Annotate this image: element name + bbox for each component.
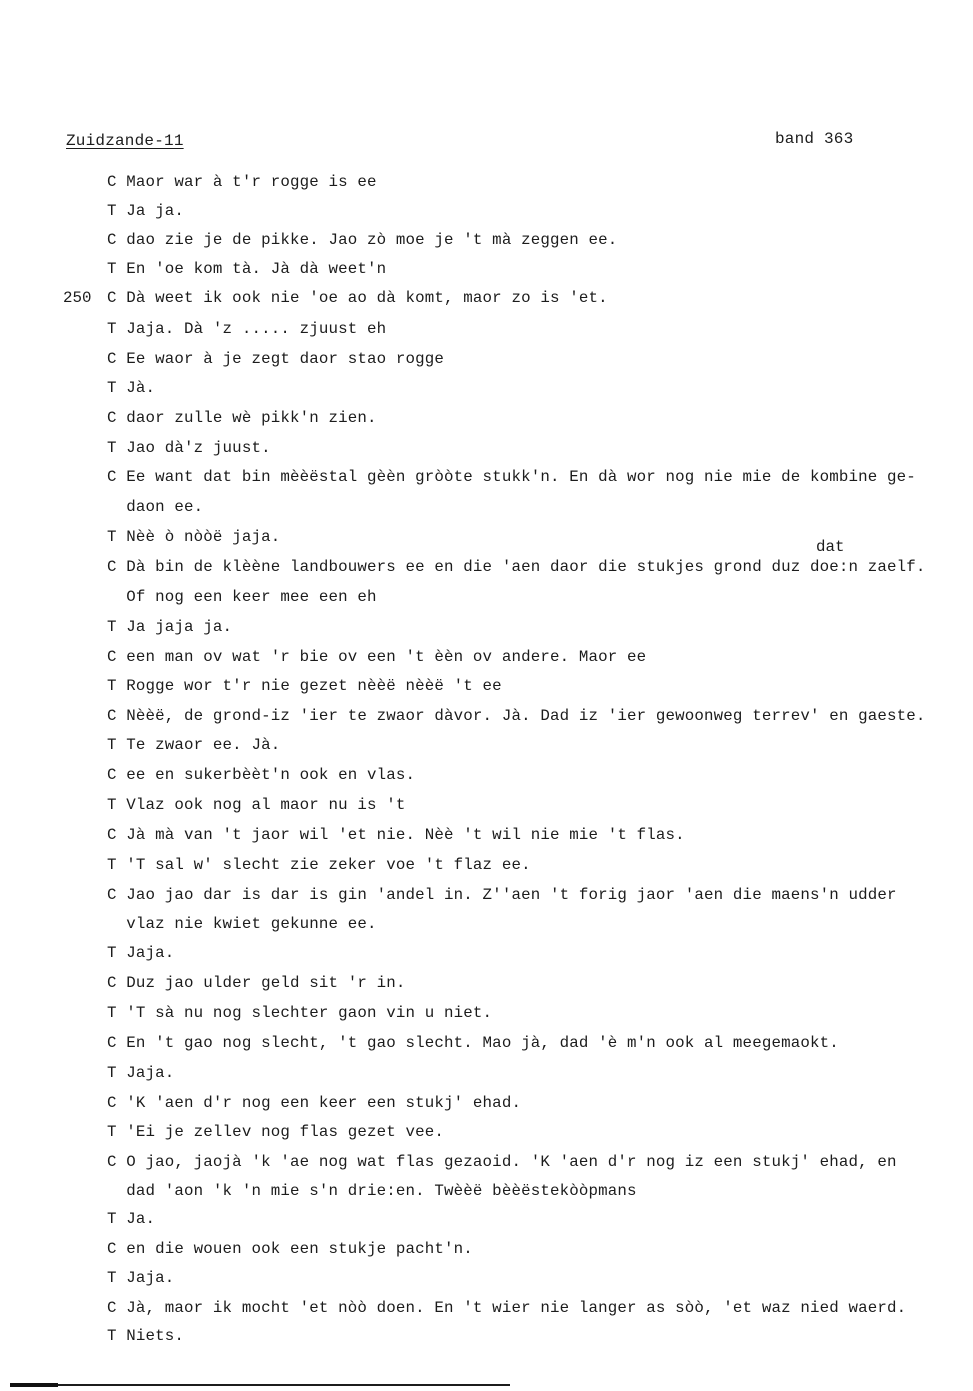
transcript-line: C Duz jao ulder geld sit 'r in. [107,974,406,992]
line-number: 250 [63,289,92,307]
transcript-line: C En 't gao nog slecht, 't gao slecht. Mao jà, dad 'è m'n ook al meegemaokt. [107,1034,839,1052]
transcript-line: T Niets. [107,1327,185,1345]
transcript-line: T Ja ja. [107,202,185,220]
transcript-line: T Jaja. Dà 'z ..... zjuust eh [107,320,387,338]
transcript-line: C dao zie je de pikke. Jao zò moe je 't mà zeggen ee. [107,231,618,249]
transcript-line: daon ee. [107,498,204,516]
footer-rule-mark [10,1383,58,1387]
handwritten-insertion: dat [816,538,845,556]
transcript-line: T Nèè ò nòòë jaja. [107,528,281,546]
transcript-line: dad 'aon 'k 'n mie s'n drie:en. Twèèë bèèëstekòòpmans [107,1182,637,1200]
transcript-line: T Rogge wor t'r nie gezet nèèë nèèë 't ee [107,677,502,695]
transcript-line: T Ja. [107,1210,156,1228]
transcript-line: T Vlaz ook nog al maor nu is 't [107,796,406,814]
transcript-line: C Ee waor à je zegt daor stao rogge [107,350,445,368]
transcript-line: T Jà. [107,379,156,397]
transcript-line: T Te zwaor ee. Jà. [107,736,281,754]
transcript-line: C Jà, maor ik mocht 'et nòò doen. En 't wier nie langer as sòò, 'et waz nied waerd. [107,1299,907,1317]
transcript-line: T En 'oe kom tà. Jà dà weet'n [107,260,387,278]
band-number: band 363 [775,130,854,148]
transcript-line: T Ja jaja ja. [107,618,233,636]
transcript-line: T 'T sal w' slecht zie zeker voe 't flaz ee. [107,856,531,874]
page-title: Zuidzande-11 [66,132,184,150]
transcript-line: C daor zulle wè pikk'n zien. [107,409,377,427]
transcript-line: C en die wouen ook een stukje pacht'n. [107,1240,473,1258]
transcript-line: C O jao, jaojà 'k 'ae nog wat flas gezaoid. 'K 'aen d'r nog iz een stukj' ehad, en [107,1153,897,1171]
transcript-line: T Jaja. [107,1064,175,1082]
transcript-line: C ee en sukerbèèt'n ook en vlas. [107,766,416,784]
transcript-line: C Nèèë, de grond-iz 'ier te zwaor dàvor. Jà. Dad iz 'ier gewoonweg terrev' en gaeste. [107,707,926,725]
transcript-line: C een man ov wat 'r bie ov een 't èèn ov andere. Maor ee [107,648,647,666]
transcript-line: T Jao dà'z juust. [107,439,271,457]
transcript-line: C Jao jao dar is dar is gin 'andel in. Z''aen 't forig jaor 'aen die maens'n udder [107,886,897,904]
transcript-line: C Dà bin de klèène landbouwers ee en die 'aen daor die stukjes grond duz doe:n zaelf. [107,558,926,576]
transcript-line: T 'Ei je zellev nog flas gezet vee. [107,1123,445,1141]
transcript-line: T Jaja. [107,944,175,962]
transcript-line: Of nog een keer mee een eh [107,588,377,606]
transcript-line: T 'T sà nu nog slechter gaon vin u niet. [107,1004,493,1022]
transcript-line: vlaz nie kwiet gekunne ee. [107,915,377,933]
transcript-line: C Maor war à t'r rogge is ee [107,173,377,191]
footer-rule [10,1384,510,1386]
transcript-line: T Jaja. [107,1269,175,1287]
transcript-line: C Dà weet ik ook nie 'oe ao dà komt, maor zo is 'et. [107,289,608,307]
transcript-line: C Jà mà van 't jaor wil 'et nie. Nèè 't wil nie mie 't flas. [107,826,685,844]
transcript-line: C 'K 'aen d'r nog een keer een stukj' ehad. [107,1094,522,1112]
transcript-line: C Ee want dat bin mèèëstal gèèn gròòte stukk'n. En dà wor nog nie mie de kombine ge- [107,468,916,486]
